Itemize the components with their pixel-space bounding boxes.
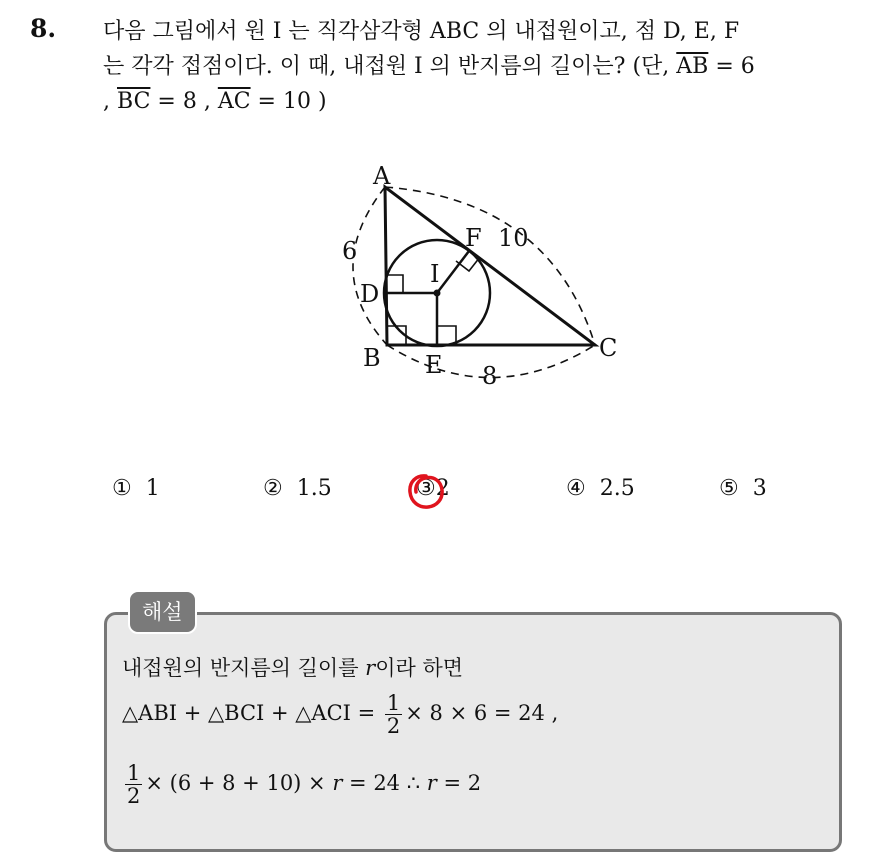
triangle-figure <box>300 150 640 400</box>
label-c: C <box>599 334 618 362</box>
question-line-2-text: 는 각각 접점이다. 이 때, 내접원 I 의 반지름의 길이는? (단, <box>103 54 677 79</box>
segment-ab-value: = 6 <box>708 54 755 79</box>
center-point <box>434 290 441 297</box>
choice-1-value: 1 <box>145 476 160 501</box>
segment-ab: $\overline{AB}$ <box>676 54 709 79</box>
solution-line-2-text: △ABI + △BCI + △ACI = <box>122 701 382 726</box>
label-length-ac: 10 <box>498 224 529 252</box>
choice-1-mark: ① <box>112 476 132 501</box>
solution-line-3-tail: = 2 <box>436 771 482 796</box>
label-f: F <box>465 224 482 252</box>
label-i: I <box>430 260 440 288</box>
right-angle-d <box>386 275 403 293</box>
solution-line-2-tail: × 8 × 6 = 24 , <box>405 701 559 726</box>
right-angle-e <box>437 326 456 345</box>
solution-line-2 <box>122 692 558 737</box>
solution-line-1-text: 내접원의 반지름의 길이를 <box>122 656 366 680</box>
var-r: r <box>365 656 376 680</box>
fraction-numerator: 1 <box>386 691 401 715</box>
question-text <box>103 14 873 119</box>
var-r-3: r <box>426 771 437 796</box>
choice-2[interactable] <box>263 476 332 501</box>
choice-4-mark: ④ <box>566 476 586 501</box>
label-length-bc: 8 <box>482 362 498 390</box>
choice-5[interactable] <box>719 476 767 501</box>
label-a: A <box>373 162 391 190</box>
fraction-denominator: 2 <box>386 714 401 739</box>
question-line-3-text: , <box>103 89 117 114</box>
solution-line-3-text: × (6 + 8 + 10) × <box>145 771 333 796</box>
var-r-2: r <box>332 771 343 796</box>
choice-2-value: 1.5 <box>296 476 332 501</box>
segment-ac: $\overline{AC}$ <box>217 89 251 114</box>
solution-line-3-mid: = 24 ∴ <box>342 771 427 796</box>
fraction-denominator-2: 2 <box>127 784 141 809</box>
triangle-abc <box>385 187 595 345</box>
fraction-half-2 <box>125 762 142 807</box>
answer-circle-mark <box>404 470 448 514</box>
question-line-3 <box>103 84 873 119</box>
choice-2-mark: ② <box>263 476 283 501</box>
choice-1[interactable] <box>112 476 160 501</box>
label-d: D <box>360 280 380 308</box>
choice-4[interactable] <box>566 476 635 501</box>
label-b: B <box>363 344 381 372</box>
solution-line-3 <box>122 762 481 807</box>
fraction-half <box>385 692 402 737</box>
solution-tag: 해설 <box>128 590 197 634</box>
choice-4-value: 2.5 <box>599 476 635 501</box>
segment-ac-value: = 10 ) <box>250 89 327 114</box>
label-length-ab: 6 <box>342 237 358 265</box>
solution-line-1-tail: 이라 하면 <box>375 656 464 680</box>
choice-3-value: 2 <box>435 476 450 501</box>
radius-if <box>437 251 469 293</box>
question-line-2 <box>103 49 873 84</box>
question-line-1: 다음 그림에서 원 I 는 직각삼각형 ABC 의 내접원이고, 점 D, E, F <box>103 19 740 44</box>
choice-5-value: 3 <box>752 476 767 501</box>
label-e: E <box>425 351 443 379</box>
dashed-arc-ab <box>353 187 387 345</box>
choice-3-mark: ③ <box>416 476 436 501</box>
choice-5-mark: ⑤ <box>719 476 739 501</box>
solution-line-1 <box>122 652 463 682</box>
fraction-numerator-2: 1 <box>127 761 141 785</box>
question-number: 8. <box>30 14 57 43</box>
segment-bc: $\overline{BC}$ <box>117 89 151 114</box>
segment-bc-value: = 8 , <box>150 89 218 114</box>
